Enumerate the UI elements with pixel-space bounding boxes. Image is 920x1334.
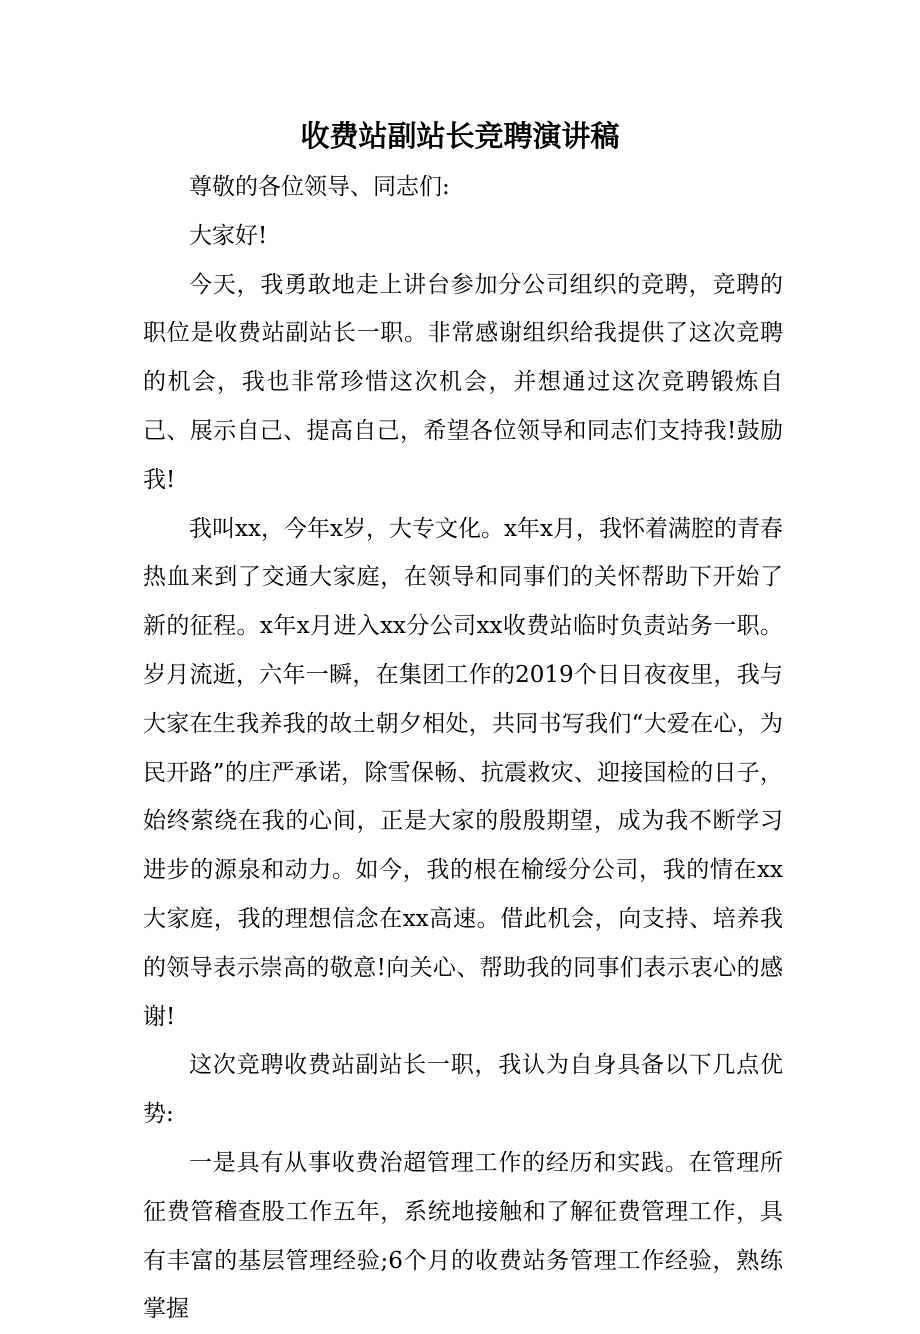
paragraph-advantage-one: 一是具有从事收费治超管理工作的经历和实践。在管理所征费管稽查股工作五年，系统地接触和了解征费管理工作，具有丰富的基层管理经验;6个月的收费站务管理工作经验，熟练掌握 — [143, 1149, 783, 1323]
paragraph-greeting: 尊敬的各位领导、同志们: — [189, 174, 450, 200]
paragraph-background: 我叫xx，今年x岁，大专文化。x年x月，我怀着满腔的青春热血来到了交通大家庭，在领导和同事们的关怀帮助下开始了新的征程。x年x月进入xx分公司xx收费站临时负责站务一职。岁月流逝，六年一瞬，在集团工作的2019个日日夜夜里，我与大家在生我养我的故土朝夕相处，共同书写我们“大爱在心，为民开路”的庄严承诺，除雪保畅、抗震救灾、迎接国检的日子，始终萦绕在我的心间，正是大家的殷殷期望，成为我不断学习进步的源泉和动力。如今，我的根在榆绥分公司，我的情在xx大家庭，我的理想信念在xx高速。借此机会，向支持、培养我的领导表示崇高的敬意!向关心、帮助我的同事们表示衷心的感谢! — [143, 515, 783, 1030]
document-body — [143, 163, 783, 1334]
paragraph-advantages-lead: 这次竞聘收费站副站长一职，我认为自身具备以下几点优势: — [143, 1052, 783, 1128]
document-title: 收费站副站长竞聘演讲稿 — [300, 119, 620, 153]
paragraph-hello: 大家好! — [189, 222, 268, 249]
paragraph-intro: 今天，我勇敢地走上讲台参加分公司组织的竞聘，竞聘的职位是收费站副站长一职。非常感谢组织给我提供了这次竞聘的机会，我也非常珍惜这次机会，并想通过这次竞聘锻炼自己、展示自己、提高自己，希望各位领导和同志们支持我!鼓励我! — [143, 271, 783, 493]
